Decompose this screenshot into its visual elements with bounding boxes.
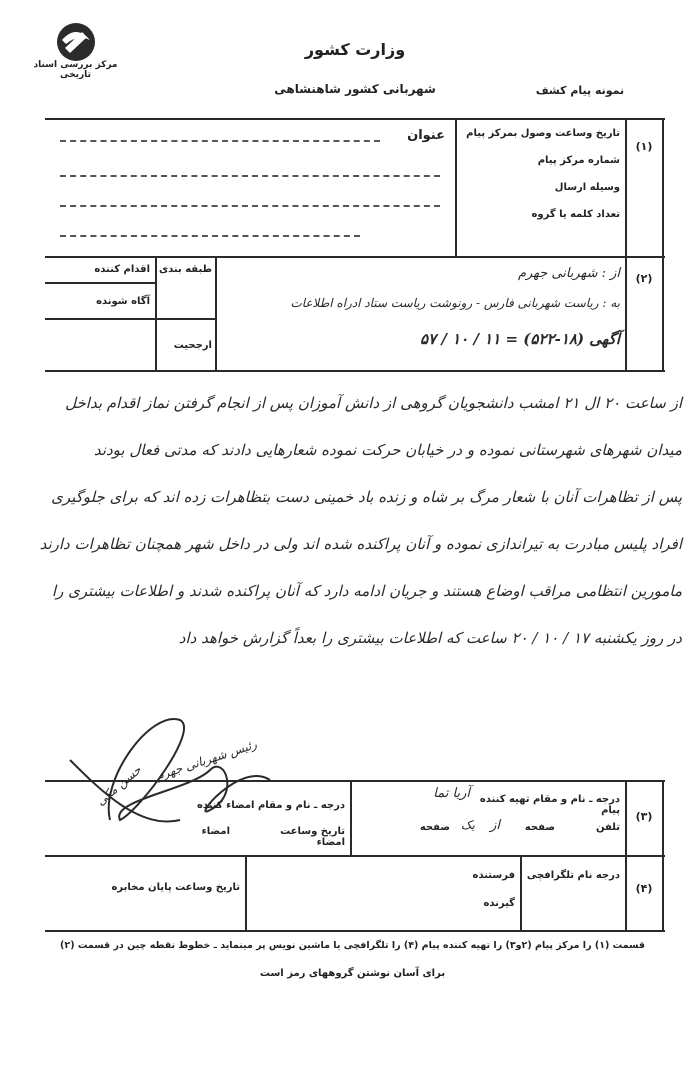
page-value: صفحه xyxy=(524,822,555,833)
section1-title-label: عنوان xyxy=(407,128,445,143)
receiver-label: گیرنده xyxy=(483,898,515,909)
cell-classification: طبقه بندی xyxy=(158,264,212,275)
signer-datetime-label: تاریخ وساعت امضاء xyxy=(280,826,345,848)
sender-label: فرستنده xyxy=(472,870,515,881)
signer-rank-label: درجه ـ نام و مقام امضاء کننده xyxy=(197,800,345,811)
page-count: یک xyxy=(460,818,475,832)
archive-logo xyxy=(18,20,133,80)
signature-2: حسن مکی xyxy=(93,762,144,809)
section2-number: (۲) xyxy=(635,272,653,285)
page-of: از xyxy=(490,818,500,833)
body-line: میدان شهرهای شهرستانی نموده و در خیابان حرکت نموده شعارهایی دادند که مدتی فعال بودند xyxy=(93,441,682,459)
signature-1: رئیس شهربانی جهرم xyxy=(154,737,259,784)
cell-priority: ارجحیت xyxy=(173,340,212,351)
footer-note-2: برای آسان نوشتن گروههای رمز است xyxy=(259,968,446,979)
ref-line: آگهی (۱۸-۵۲۲) = ۱۱ / ۱۰ / ۵۷ xyxy=(420,330,620,348)
page-label: صفحه xyxy=(419,822,450,833)
field-word-count: تعداد کلمه یا گروه xyxy=(531,209,620,220)
field-received-time: تاریخ وساعت وصول بمرکز پیام xyxy=(466,128,620,139)
ministry-title: وزارت کشور xyxy=(304,40,406,59)
telegraphist-label: درجه نام تلگرافچی xyxy=(526,870,620,881)
section4-number: (۴) xyxy=(635,882,653,895)
sender-rank-label: درجه ـ نام و مقام تهیه کننده پیام xyxy=(479,794,620,816)
body-line: افراد پلیس مبادرت به تیراندازی نموده و آنان پراکنده شده اند ولی در داخل شهر همچنان تظاهرات دارند xyxy=(39,535,682,553)
handwritten-name: آریا تما xyxy=(433,786,470,801)
message-body xyxy=(22,380,682,662)
section1-fields xyxy=(462,128,620,236)
body-line: در روز یکشنبه ۱۷ / ۱۰ / ۲۰ ساعت که اطلاعات بیشتری را بعداً گزارش خواهد داد xyxy=(178,629,682,647)
body-line: از ساعت ۲۰ ال ۲۱ امشب دانشجویان گروهی از دانش آموزان پس از انجام گرفتن نماز اقدام بداخل xyxy=(65,394,682,412)
form-label: نمونه پیام کشف xyxy=(535,84,625,97)
body-line: پس از تظاهرات آنان با شعار مرگ بر شاه و زنده باد خمینی دست بتظاهرات زده اند که برای جلوگیری xyxy=(51,488,682,506)
office-title: شهربانی کشور شاهنشاهی xyxy=(274,82,436,96)
footer-note-1: قسمت (۱) را مرکز پیام (۲و۳) را تهیه کننده پیام (۴) را تلگرافچی یا ماشین نویس پر مینماید ـ خطوط نقطه چین در قسمت (۲) xyxy=(60,940,645,951)
from-line: از : شهربانی جهرم xyxy=(517,266,620,281)
field-send-method: وسیله ارسال xyxy=(554,182,620,193)
to-line: به : ریاست شهربانی فارس - رونوشت ریاست ستاد ادراه اطلاعات xyxy=(290,296,620,310)
cell-info: آگاه شونده xyxy=(96,296,150,307)
section3-number: (۳) xyxy=(635,810,653,823)
cell-action: اقدام کننده xyxy=(94,264,150,275)
end-time-label: تاریخ وساعت پایان مخابره xyxy=(111,882,240,893)
body-line: مامورین انتظامی مراقب اوضاع هستند و جریان ادامه دارد که آنان پراکنده شدند و اطلاعات بیشتری را xyxy=(51,582,682,600)
phone-label: تلفن xyxy=(595,822,620,833)
logo-caption: مرکز بررسی اسناد تاریخی xyxy=(33,60,118,80)
section1-number: (۱) xyxy=(635,140,653,153)
signer-sign-label: امضاء xyxy=(201,826,230,837)
field-center-number: شماره مرکز پیام xyxy=(537,155,620,166)
